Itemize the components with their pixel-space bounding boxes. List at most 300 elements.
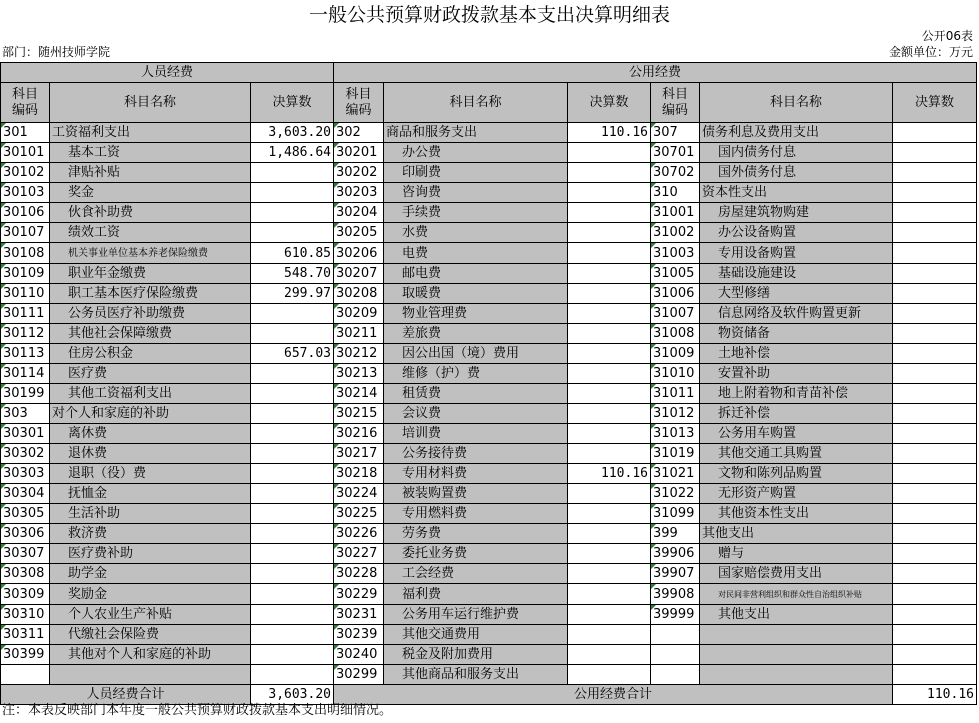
public_right-name-label: 债务利息及费用支出 xyxy=(702,125,820,140)
public_right-amount-cell xyxy=(893,304,977,324)
public_right-name-label: 房屋建筑物购建 xyxy=(718,205,810,220)
public_right-name-label: 对民间非营利组织和群众性自治组织补贴 xyxy=(718,590,862,599)
table-row xyxy=(1,203,977,223)
personnel-name-cell xyxy=(50,424,251,444)
public_right-amount-cell xyxy=(893,264,977,284)
public_right-amount-cell xyxy=(893,544,977,564)
public_right-code-cell: 31001 xyxy=(651,203,700,223)
public_mid-amount-cell: 110.16 xyxy=(568,123,651,143)
personnel-code-cell: 30109 xyxy=(1,264,50,284)
public_mid-name-label: 专用材料费 xyxy=(402,466,468,481)
table-row xyxy=(1,605,977,625)
public_right-name-cell xyxy=(700,444,893,464)
personnel-name-label: 离休费 xyxy=(68,426,108,441)
public_right-code-cell xyxy=(651,665,700,685)
public_right-name-label: 国外债务付息 xyxy=(718,165,797,180)
table-row xyxy=(1,645,977,665)
personnel-amount-cell xyxy=(251,484,334,504)
public_right-code-cell: 31003 xyxy=(651,243,700,264)
public_right-amount-cell xyxy=(893,404,977,424)
col-name-header: 科目名称 xyxy=(384,83,568,123)
public_right-amount-cell xyxy=(893,143,977,163)
form-number: 公开06表 xyxy=(921,29,973,43)
public_mid-name-cell xyxy=(384,364,568,384)
public_mid-amount-cell xyxy=(568,163,651,183)
table-row xyxy=(1,524,977,544)
public_mid-name-cell xyxy=(384,223,568,243)
public_mid-name-label: 培训费 xyxy=(402,426,442,441)
personnel-name-cell xyxy=(50,625,251,645)
public_right-code-cell: 31009 xyxy=(651,344,700,364)
col-code-header: 科目 编码 xyxy=(334,83,384,123)
personnel-amount-cell: 3,603.20 xyxy=(251,123,334,143)
public_right-amount-cell xyxy=(893,625,977,645)
public_right-amount-cell xyxy=(893,584,977,605)
personnel-amount-cell: 610.85 xyxy=(251,243,334,264)
personnel-amount-cell xyxy=(251,625,334,645)
public_mid-name-cell xyxy=(384,444,568,464)
personnel-name-label: 工资福利支出 xyxy=(52,125,131,140)
public_right-name-cell xyxy=(700,304,893,324)
public_right-name-label: 文物和陈列品购置 xyxy=(718,466,823,481)
page-title: 一般公共预算财政拨款基本支出决算明细表 xyxy=(308,4,670,26)
personnel-code-cell: 30303 xyxy=(1,464,50,484)
public_right-amount-cell xyxy=(893,424,977,444)
public_mid-code-cell: 30209 xyxy=(334,304,384,324)
public_right-name-cell xyxy=(700,665,893,685)
public_mid-code-cell: 30205 xyxy=(334,223,384,243)
public_right-name-cell xyxy=(700,484,893,504)
public_mid-code-cell: 30218 xyxy=(334,464,384,484)
personnel-amount-cell xyxy=(251,444,334,464)
public_right-name-cell xyxy=(700,344,893,364)
personnel-code-cell: 30110 xyxy=(1,284,50,304)
personnel-code-cell: 30114 xyxy=(1,364,50,384)
personnel-code-cell: 301 xyxy=(1,123,50,143)
public_right-name-label: 专用设备购置 xyxy=(718,245,797,261)
public_mid-name-cell xyxy=(384,625,568,645)
personnel-code-cell: 30113 xyxy=(1,344,50,364)
public_mid-name-cell xyxy=(384,243,568,264)
public_right-name-label: 办公设备购置 xyxy=(718,225,797,240)
personnel-amount-cell: 1,486.64 xyxy=(251,143,334,163)
public_mid-amount-cell xyxy=(568,625,651,645)
personnel-code-cell: 30304 xyxy=(1,484,50,504)
public_right-name-cell xyxy=(700,645,893,665)
public_mid-name-cell xyxy=(384,564,568,584)
personnel-name-cell xyxy=(50,605,251,625)
public_right-code-cell: 31012 xyxy=(651,404,700,424)
public_mid-code-cell: 30207 xyxy=(334,264,384,284)
unit-label: 金额单位：万元 xyxy=(888,45,973,59)
public_right-name-cell xyxy=(700,384,893,404)
public_mid-code-cell: 30224 xyxy=(334,484,384,504)
personnel-code-cell: 30101 xyxy=(1,143,50,163)
public_right-name-label: 安置补助 xyxy=(718,366,771,381)
personnel-amount-cell xyxy=(251,424,334,444)
public_right-amount-cell xyxy=(893,203,977,223)
public_mid-amount-cell xyxy=(568,364,651,384)
public_mid-code-cell: 30204 xyxy=(334,203,384,223)
personnel-code-cell: 30301 xyxy=(1,424,50,444)
section-personnel: 人员经费 xyxy=(1,63,334,83)
col-amount-header: 决算数 xyxy=(568,83,651,123)
personnel-name-label: 其他社会保障缴费 xyxy=(68,326,173,341)
personnel-name-cell xyxy=(50,183,251,203)
public_mid-amount-cell xyxy=(568,665,651,685)
table-row xyxy=(1,143,977,163)
public_right-name-cell xyxy=(700,324,893,344)
public_right-name-label: 物资储备 xyxy=(718,326,771,341)
public_mid-name-cell xyxy=(384,284,568,304)
public_mid-code-cell: 30214 xyxy=(334,384,384,404)
personnel-code-cell: 30302 xyxy=(1,444,50,464)
personnel-name-label: 个人农业生产补贴 xyxy=(68,607,173,622)
personnel-amount-cell xyxy=(251,304,334,324)
public_mid-name-label: 租赁费 xyxy=(402,386,442,401)
public_right-name-cell xyxy=(700,404,893,424)
public_mid-name-label: 公务接待费 xyxy=(402,446,468,461)
public_mid-code-cell: 30208 xyxy=(334,284,384,304)
personnel-amount-cell xyxy=(251,665,334,685)
public_right-name-cell xyxy=(700,464,893,484)
public-total-label: 公用经费合计 xyxy=(334,685,893,705)
personnel-name-cell xyxy=(50,223,251,243)
public_mid-code-cell: 30216 xyxy=(334,424,384,444)
section-public: 公用经费 xyxy=(334,63,977,83)
personnel-name-cell xyxy=(50,143,251,163)
personnel-name-label: 伙食补助费 xyxy=(68,205,134,220)
public_right-amount-cell xyxy=(893,504,977,524)
public_right-code-cell: 31007 xyxy=(651,304,700,324)
public_mid-amount-cell xyxy=(568,384,651,404)
public_mid-name-label: 维修（护）费 xyxy=(402,366,481,381)
public_right-name-cell xyxy=(700,504,893,524)
public_mid-name-cell xyxy=(384,324,568,344)
public_mid-name-label: 委托业务费 xyxy=(402,546,468,561)
public_right-code-cell: 31006 xyxy=(651,284,700,304)
public_right-amount-cell xyxy=(893,464,977,484)
personnel-name-cell xyxy=(50,163,251,183)
table-row xyxy=(1,223,977,243)
public_mid-name-cell xyxy=(384,484,568,504)
public_right-code-cell: 39999 xyxy=(651,605,700,625)
personnel-amount-cell xyxy=(251,223,334,243)
public_mid-amount-cell xyxy=(568,584,651,605)
public_right-amount-cell xyxy=(893,605,977,625)
col-name-header: 科目名称 xyxy=(50,83,251,123)
personnel-name-label: 奖金 xyxy=(68,185,95,200)
public_mid-name-cell xyxy=(384,605,568,625)
personnel-amount-cell xyxy=(251,203,334,223)
public_right-code-cell: 39908 xyxy=(651,584,700,605)
personnel-code-cell: 30308 xyxy=(1,564,50,584)
public_right-amount-cell xyxy=(893,344,977,364)
public_mid-name-cell xyxy=(384,544,568,564)
personnel-name-label: 绩效工资 xyxy=(68,225,121,240)
personnel-code-cell: 30399 xyxy=(1,645,50,665)
public_mid-name-label: 被装购置费 xyxy=(402,486,468,501)
personnel-name-label: 津贴补贴 xyxy=(68,165,121,180)
public_mid-amount-cell xyxy=(568,424,651,444)
personnel-name-cell xyxy=(50,304,251,324)
public_mid-amount-cell xyxy=(568,444,651,464)
personnel-name-label: 助学金 xyxy=(68,566,108,581)
public_right-name-label: 其他支出 xyxy=(718,607,771,622)
public_mid-code-cell: 30217 xyxy=(334,444,384,464)
personnel-name-cell xyxy=(50,364,251,384)
public_mid-code-cell: 302 xyxy=(334,123,384,143)
public_right-code-cell: 30701 xyxy=(651,143,700,163)
col-name-header: 科目名称 xyxy=(700,83,893,123)
public_mid-amount-cell xyxy=(568,544,651,564)
public_right-name-label: 土地补偿 xyxy=(718,346,771,361)
public_mid-name-cell xyxy=(384,344,568,364)
public_right-amount-cell xyxy=(893,444,977,464)
public_mid-name-cell xyxy=(384,404,568,424)
public_right-amount-cell xyxy=(893,183,977,203)
public_right-name-label: 拆迁补偿 xyxy=(718,406,771,421)
public_mid-code-cell: 30240 xyxy=(334,645,384,665)
public_mid-name-label: 专用燃料费 xyxy=(402,506,468,521)
personnel-amount-cell xyxy=(251,605,334,625)
personnel-name-cell xyxy=(50,344,251,364)
col-code-header: 科目 编码 xyxy=(651,83,700,123)
public_mid-name-label: 邮电费 xyxy=(402,266,442,281)
table-row xyxy=(1,424,977,444)
public_mid-amount-cell xyxy=(568,324,651,344)
public_mid-amount-cell xyxy=(568,504,651,524)
public_mid-name-cell xyxy=(384,384,568,404)
public_mid-amount-cell xyxy=(568,524,651,544)
public_right-name-cell xyxy=(700,203,893,223)
public_right-name-cell xyxy=(700,223,893,243)
public_right-code-cell: 31011 xyxy=(651,384,700,404)
table-row xyxy=(1,625,977,645)
public_mid-code-cell: 30201 xyxy=(334,143,384,163)
personnel-name-cell xyxy=(50,584,251,605)
public_right-name-cell xyxy=(700,625,893,645)
public_right-name-label: 赠与 xyxy=(718,546,745,561)
personnel-code-cell: 30305 xyxy=(1,504,50,524)
public_right-code-cell: 31008 xyxy=(651,324,700,344)
personnel-amount-cell xyxy=(251,324,334,344)
public_mid-amount-cell xyxy=(568,404,651,424)
personnel-amount-cell xyxy=(251,544,334,564)
public_mid-name-cell xyxy=(384,464,568,484)
public_mid-amount-cell xyxy=(568,243,651,264)
public_mid-code-cell: 30215 xyxy=(334,404,384,424)
public_mid-name-label: 其他交通费用 xyxy=(402,627,481,642)
public_mid-name-label: 印刷费 xyxy=(402,165,442,180)
table-row xyxy=(1,324,977,344)
public_right-amount-cell xyxy=(893,123,977,143)
public_right-code-cell xyxy=(651,645,700,665)
table-row xyxy=(1,123,977,143)
public_mid-name-label: 办公费 xyxy=(402,145,442,160)
public_right-code-cell: 30702 xyxy=(651,163,700,183)
personnel-name-label: 退休费 xyxy=(68,446,108,461)
public_right-amount-cell xyxy=(893,223,977,243)
public_right-name-label: 无形资产购置 xyxy=(718,486,797,501)
personnel-name-cell xyxy=(50,404,251,424)
personnel-amount-cell xyxy=(251,564,334,584)
personnel-amount-cell xyxy=(251,183,334,203)
public_right-name-label: 国内债务付息 xyxy=(718,145,797,160)
public_right-code-cell: 39907 xyxy=(651,564,700,584)
public_right-code-cell xyxy=(651,625,700,645)
section-header-row xyxy=(1,63,977,83)
public_mid-name-label: 差旅费 xyxy=(402,326,442,341)
personnel-amount-cell xyxy=(251,464,334,484)
personnel-code-cell: 30108 xyxy=(1,243,50,264)
public_right-amount-cell xyxy=(893,324,977,344)
table-row xyxy=(1,444,977,464)
personnel-total-amount: 3,603.20 xyxy=(251,685,334,705)
table-row xyxy=(1,163,977,183)
personnel-name-label: 基本工资 xyxy=(68,145,121,160)
personnel-name-label: 退职（役）费 xyxy=(68,466,147,481)
public_mid-code-cell: 30226 xyxy=(334,524,384,544)
personnel-name-cell xyxy=(50,564,251,584)
table-row xyxy=(1,243,977,264)
public_mid-name-label: 咨询费 xyxy=(402,185,442,200)
personnel-name-cell xyxy=(50,504,251,524)
public_mid-name-label: 税金及附加费用 xyxy=(402,647,494,662)
personnel-code-cell: 30306 xyxy=(1,524,50,544)
personnel-name-cell xyxy=(50,284,251,304)
public_right-amount-cell xyxy=(893,163,977,183)
public_mid-amount-cell xyxy=(568,304,651,324)
personnel-code-cell: 30112 xyxy=(1,324,50,344)
personnel-name-cell xyxy=(50,665,251,685)
public_mid-name-cell xyxy=(384,665,568,685)
personnel-name-label: 职工基本医疗保险缴费 xyxy=(68,286,199,301)
personnel-name-label: 公务员医疗补助缴费 xyxy=(68,306,186,321)
personnel-name-label: 住房公积金 xyxy=(68,346,134,361)
personnel-code-cell: 30310 xyxy=(1,605,50,625)
col-code-header: 科目 编码 xyxy=(1,83,50,123)
personnel-amount-cell: 548.70 xyxy=(251,264,334,284)
public_mid-code-cell: 30212 xyxy=(334,344,384,364)
public_mid-name-cell xyxy=(384,504,568,524)
personnel-name-cell xyxy=(50,484,251,504)
public_mid-code-cell: 30239 xyxy=(334,625,384,645)
public_mid-name-cell xyxy=(384,163,568,183)
public_mid-name-label: 手续费 xyxy=(402,205,442,220)
public_mid-code-cell: 30203 xyxy=(334,183,384,203)
personnel-amount-cell xyxy=(251,504,334,524)
table-row xyxy=(1,344,977,364)
personnel-name-label: 职业年金缴费 xyxy=(68,266,147,281)
public_mid-name-label: 会议费 xyxy=(402,406,442,421)
public_right-name-cell xyxy=(700,183,893,203)
personnel-amount-cell xyxy=(251,645,334,665)
public_mid-name-cell xyxy=(384,143,568,163)
public_right-name-cell xyxy=(700,123,893,143)
col-amount-header: 决算数 xyxy=(893,83,977,123)
public_mid-name-cell xyxy=(384,524,568,544)
public_right-amount-cell xyxy=(893,364,977,384)
public_mid-amount-cell xyxy=(568,564,651,584)
public_right-code-cell: 399 xyxy=(651,524,700,544)
public_right-name-cell xyxy=(700,564,893,584)
public-total-amount: 110.16 xyxy=(893,685,977,705)
table-row xyxy=(1,584,977,605)
public_right-name-label: 其他资本性支出 xyxy=(718,506,810,521)
personnel-name-cell xyxy=(50,524,251,544)
personnel-name-label: 机关事业单位基本养老保险缴费 xyxy=(68,248,208,259)
personnel-code-cell: 303 xyxy=(1,404,50,424)
personnel-code-cell: 30199 xyxy=(1,384,50,404)
personnel-amount-cell xyxy=(251,524,334,544)
public_mid-name-cell xyxy=(384,183,568,203)
table-row xyxy=(1,504,977,524)
public_right-code-cell: 39906 xyxy=(651,544,700,564)
personnel-code-cell: 30111 xyxy=(1,304,50,324)
public_mid-amount-cell xyxy=(568,143,651,163)
public_right-amount-cell xyxy=(893,564,977,584)
public_mid-name-cell xyxy=(384,264,568,284)
public_right-name-label: 其他支出 xyxy=(702,526,755,541)
personnel-code-cell: 30103 xyxy=(1,183,50,203)
expenditure-table xyxy=(0,62,977,705)
personnel-name-label: 对个人和家庭的补助 xyxy=(52,406,170,421)
public_right-name-label: 地上附着物和青苗补偿 xyxy=(718,386,849,401)
table-row xyxy=(1,404,977,424)
public_right-amount-cell xyxy=(893,243,977,264)
public_right-name-cell xyxy=(700,364,893,384)
public_right-name-cell xyxy=(700,163,893,183)
table-row xyxy=(1,665,977,685)
public_mid-amount-cell xyxy=(568,203,651,223)
public_right-name-cell xyxy=(700,264,893,284)
personnel-name-label: 生活补助 xyxy=(68,506,121,521)
public_right-code-cell: 31010 xyxy=(651,364,700,384)
personnel-code-cell: 30307 xyxy=(1,544,50,564)
table-row xyxy=(1,284,977,304)
personnel-name-cell xyxy=(50,544,251,564)
public_mid-name-cell xyxy=(384,584,568,605)
public_mid-name-label: 物业管理费 xyxy=(402,306,468,321)
table-row xyxy=(1,264,977,284)
personnel-name-label: 奖励金 xyxy=(68,586,108,602)
personnel-name-label: 代缴社会保险费 xyxy=(68,627,160,642)
public_mid-name-cell xyxy=(384,203,568,223)
personnel-name-cell xyxy=(50,264,251,284)
public_right-name-label: 国家赔偿费用支出 xyxy=(718,566,823,581)
personnel-name-label: 救济费 xyxy=(68,526,108,541)
public_mid-name-label: 公务用车运行维护费 xyxy=(402,607,520,622)
personnel-name-cell xyxy=(50,645,251,665)
public_mid-name-label: 福利费 xyxy=(402,586,442,602)
public_mid-amount-cell xyxy=(568,605,651,625)
public_right-name-cell xyxy=(700,544,893,564)
personnel-name-label: 抚恤金 xyxy=(68,486,108,501)
public_mid-code-cell: 30231 xyxy=(334,605,384,625)
public_right-amount-cell xyxy=(893,665,977,685)
public_mid-amount-cell xyxy=(568,284,651,304)
personnel-total-label: 人员经费合计 xyxy=(1,685,251,705)
public_right-name-label: 基础设施建设 xyxy=(718,266,797,281)
public_right-code-cell: 31019 xyxy=(651,444,700,464)
column-header-row xyxy=(1,83,977,123)
public_mid-name-cell xyxy=(384,304,568,324)
public_mid-amount-cell xyxy=(568,223,651,243)
table-row xyxy=(1,384,977,404)
personnel-amount-cell: 299.97 xyxy=(251,284,334,304)
personnel-amount-cell xyxy=(251,384,334,404)
